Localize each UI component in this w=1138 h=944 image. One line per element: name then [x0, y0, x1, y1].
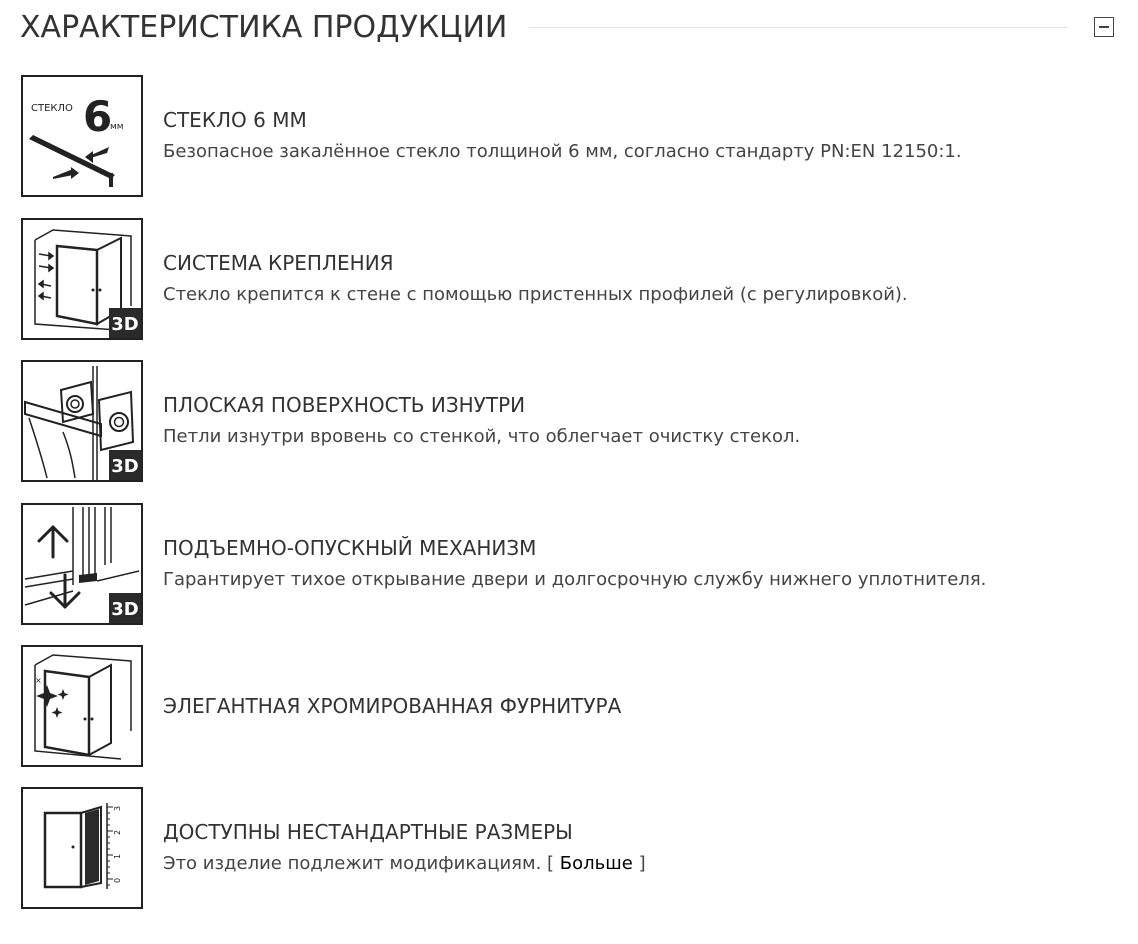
glass-thickness-icon [21, 75, 143, 197]
feature-desc [163, 850, 1113, 878]
feature-text [163, 787, 1113, 909]
feature-desc: Стекло крепится к стене с помощью пристенных профилей (с регулировкой). [163, 284, 908, 305]
collapse-icon[interactable] [1094, 17, 1114, 37]
feature-desc: Гарантирует тихое открывание двери и долгосрочную службу нижнего уплотнителя. [163, 569, 987, 590]
mounting-system-icon [21, 218, 143, 340]
feature-title: СТЕКЛО 6 ММ [163, 108, 307, 132]
feature-text [163, 503, 1113, 625]
feature-item [21, 503, 1121, 625]
badge-3d: 3D [111, 599, 139, 620]
icon-glass-number: 6 [83, 92, 113, 141]
ruler-tick-label: 2 [113, 829, 122, 835]
section-header [20, 6, 1118, 48]
more-link[interactable]: Больше [559, 853, 633, 874]
feature-desc-prefix: Это изделие подлежит модификациям. [ [163, 853, 555, 874]
header-divider [529, 27, 1068, 28]
feature-title: ДОСТУПНЫ НЕСТАНДАРТНЫЕ РАЗМЕРЫ [163, 820, 573, 844]
feature-item [21, 218, 1121, 340]
icon-glass-label: СТЕКЛО [31, 103, 73, 114]
feature-item [21, 787, 1121, 909]
feature-item [21, 75, 1121, 197]
feature-title: ПЛОСКАЯ ПОВЕРХНОСТЬ ИЗНУТРИ [163, 393, 526, 417]
ruler-tick-label: 1 [113, 853, 122, 859]
hinge-icon [21, 360, 143, 482]
ruler-tick-label: 0 [113, 877, 122, 883]
feature-desc: Петли изнутри вровень со стенкой, что облегчает очистку стекол. [163, 426, 801, 447]
feature-desc: Безопасное закалённое стекло толщиной 6 мм, согласно стандарту PN:EN 12150:1. [163, 141, 962, 162]
badge-3d: 3D [111, 314, 139, 335]
svg-text:×: × [35, 676, 42, 685]
feature-text [163, 360, 1113, 482]
custom-size-icon [21, 787, 143, 909]
feature-title: СИСТЕМА КРЕПЛЕНИЯ [163, 251, 394, 275]
feature-item [21, 360, 1121, 482]
ruler-tick-label: 3 [113, 805, 122, 811]
lift-mechanism-icon [21, 503, 143, 625]
feature-item [21, 645, 1121, 767]
badge-3d: 3D [111, 456, 139, 477]
feature-text [163, 645, 1113, 767]
feature-title: ЭЛЕГАНТНАЯ ХРОМИРОВАННАЯ ФУРНИТУРА [163, 694, 622, 718]
feature-text [163, 75, 1113, 197]
feature-title: ПОДЪЕМНО-ОПУСКНЫЙ МЕХАНИЗМ [163, 536, 537, 560]
feature-text [163, 218, 1113, 340]
section-title: ХАРАКТЕРИСТИКА ПРОДУКЦИИ [20, 9, 508, 45]
chrome-fittings-icon [21, 645, 143, 767]
icon-glass-unit: мм [110, 122, 124, 132]
feature-desc-suffix: ] [638, 853, 646, 874]
